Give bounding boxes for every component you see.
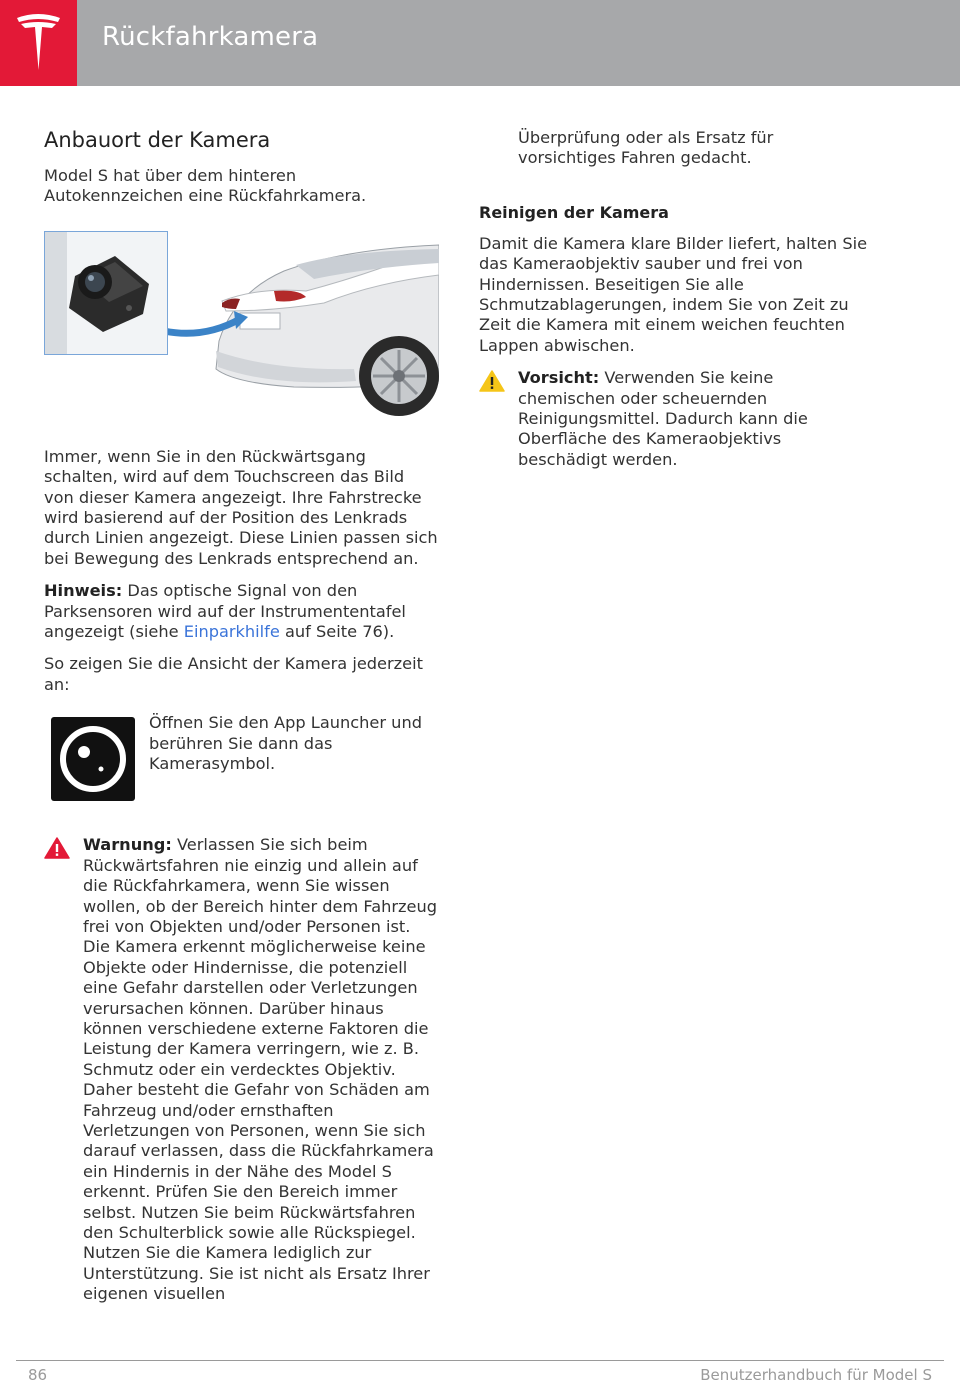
cleaning-paragraph: Damit die Kamera klare Bilder liefert, halten Sie das Kameraobjektiv sauber und frei von Hindernissen. Beseitigen Sie alle Schmutzablagerungen, indem Sie von Zeit zu Zeit die Kamera mit einem weichen feuchten Lappen abwischen. bbox=[479, 233, 868, 355]
rear-camera-icon bbox=[45, 232, 167, 354]
page-header bbox=[0, 0, 960, 86]
footer-divider bbox=[16, 1360, 944, 1361]
intro-paragraph: Model S hat über dem hinteren Autokennzeichen eine Rückfahrkamera. bbox=[44, 166, 367, 206]
warning-paragraph bbox=[83, 835, 439, 1304]
einparkhilfe-link[interactable]: Einparkhilfe bbox=[183, 622, 280, 642]
manual-name: Benutzerhandbuch für Model S bbox=[700, 1366, 932, 1384]
reverse-description: Immer, wenn Sie in den Rückwärtsgang schalten, wird auf dem Touchscreen das Bild von dieser Kamera angezeigt. Ihre Fahrstrecke wird basierend auf der Position des Lenkrads durch Linien angezeigt. Diese Linien passen sich bei Bewegung des Lenkrads entsprechend an. bbox=[44, 446, 438, 568]
warning-text: Verlassen Sie sich beim Rückwärtsfahren nie einzig und allein auf die Rückfahrkamera, wenn Sie wissen wollen, ob der Bereich hinter dem Fahrzeug frei von Objekten und/oder Personen ist. Die Kamera erkennt möglicherweise keine Objekte oder Hindernisse, die potenziell eine Gefahr darstellen oder Verletzungen verursachen können. Darüber hinaus können verschiedene externe Faktoren die Leistung der Kamera verringern, wie z. B. Schmutz oder ein verdecktes Objektiv. Daher besteht die Gefahr von Schäden am Fahrzeug und/oder ernsthaften Verletzungen von Personen, wenn Sie sich darauf verlassen, dass die Rückfahrkamera ein Hindernis in der Nähe des Model S erkennt. Prüfen Sie den Bereich immer selbst. Nutzen Sie beim Rückwärtsfahren den Schulterblick sowie alle Rückspiegel. Nutzen Sie die Kamera lediglich zur Unterstützung. Sie ist nicht als Ersatz Ihrer eigenen visuellen bbox=[83, 835, 438, 1304]
note-text: Das optische Signal von den Parksensoren wird auf der Instrumententafel angezeigt (siehe bbox=[44, 581, 406, 642]
warning-continuation bbox=[479, 128, 874, 169]
camera-app-instruction bbox=[44, 707, 439, 817]
cleaning-heading: Reinigen der Kamera bbox=[479, 202, 669, 222]
caution-label: Vorsicht: bbox=[518, 368, 600, 388]
warning-notice bbox=[44, 835, 439, 1304]
note-paragraph bbox=[44, 581, 439, 642]
camera-app-icon bbox=[51, 717, 135, 801]
page-number: 86 bbox=[28, 1366, 48, 1384]
note-label: Hinweis: bbox=[44, 581, 123, 601]
right-column bbox=[479, 128, 874, 482]
warning-continuation-text: Überprüfung oder als Ersatz für vorsichtiges Fahren gedacht. bbox=[518, 128, 774, 168]
logo-block bbox=[0, 0, 77, 86]
tesla-logo-icon bbox=[15, 12, 62, 72]
caution-paragraph bbox=[518, 368, 874, 470]
caution-text: Verwenden Sie keine chemischen oder scheuernden Reinigungsmittel. Dadurch kann die Oberfläche des Kameraobjektivs beschädigt werden. bbox=[518, 368, 808, 469]
warning-label: Warnung: bbox=[83, 835, 172, 855]
warning-icon bbox=[44, 837, 70, 859]
page-title: Rückfahrkamera bbox=[102, 22, 319, 52]
section-heading: Anbauort der Kamera bbox=[44, 128, 271, 152]
note-text-end: auf Seite 76). bbox=[279, 622, 395, 642]
app-launcher-text: Öffnen Sie den App Launcher und berühren Sie dann das Kamerasymbol. bbox=[149, 713, 422, 774]
caution-icon bbox=[479, 370, 505, 392]
camera-closeup-inset bbox=[44, 231, 168, 355]
caution-notice bbox=[479, 368, 874, 470]
left-column bbox=[44, 128, 439, 1317]
camera-view-instruction: So zeigen Sie die Ansicht der Kamera jederzeit an: bbox=[44, 654, 423, 694]
rear-camera-location-illustration bbox=[44, 231, 439, 421]
